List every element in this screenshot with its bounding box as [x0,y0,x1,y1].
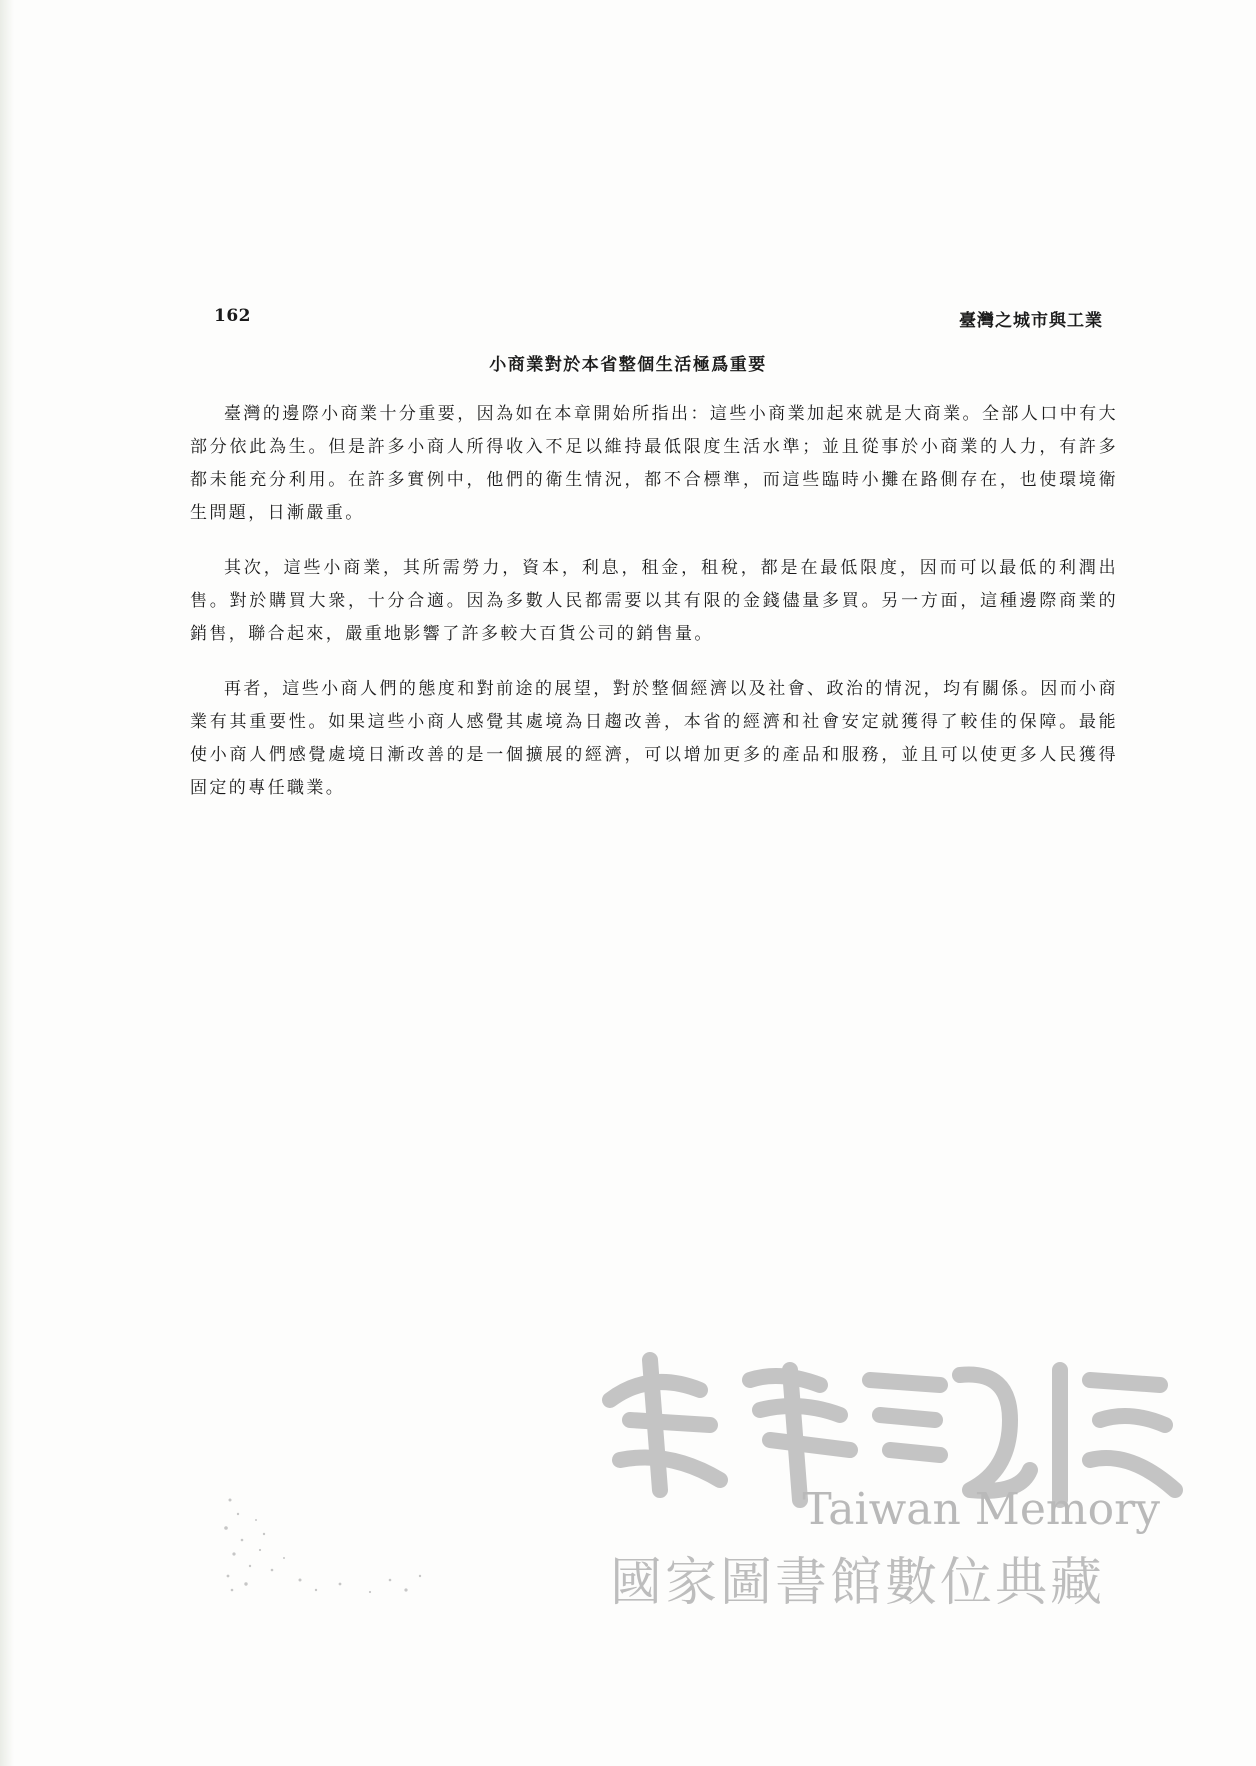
scan-edge-shadow [0,0,14,1766]
paragraph-1: 臺灣的邊際小商業十分重要，因為如在本章開始所指出：這些小商業加起來就是大商業。全部人口中有大部分依此為生。但是許多小商人所得收入不足以維持最低限度生活水準；並且從事於小商業的人力，有許多都未能充分利用。在許多實例中，他們的衛生情況，都不合標準，而這些臨時小攤在路側存在，也使環境衛生問題，日漸嚴重。 [190,404,1118,523]
paragraph-3: 再者，這些小商人們的態度和對前途的展望，對於整個經濟以及社會、政治的情況，均有關係。因而小商業有其重要性。如果這些小商人感覺其處境為日趨改善，本省的經濟和社會安定就獲得了較佳的保障。最能使小商人們感覺處境日漸改善的是一個擴展的經濟，可以增加更多的產品和服務，並且可以使更多人民獲得固定的專任職業。 [190,679,1118,798]
scan-noise-specks [220,1480,480,1610]
paragraph-2: 其次，這些小商業，其所需勞力，資本，利息，租金，租稅，都是在最低限度，因而可以最低的利潤出售。對於購買大衆，十分合適。因為多數人民都需要以其有限的金錢儘量多買。另一方面，這種邊際商業的銷售，聯合起來，嚴重地影響了許多較大百貨公司的銷售量。 [190,558,1118,644]
running-head: 臺灣之城市與工業 [959,311,1103,331]
body-text [190,398,1118,827]
watermark-english: Taiwan Memory [802,1484,1160,1535]
watermark [590,1330,1190,1630]
page-number: 162 [214,306,251,326]
section-title: 小商業對於本省整個生活極爲重要 [489,355,767,375]
watermark-chinese: 國家圖書館數位典藏 [610,1553,1106,1613]
